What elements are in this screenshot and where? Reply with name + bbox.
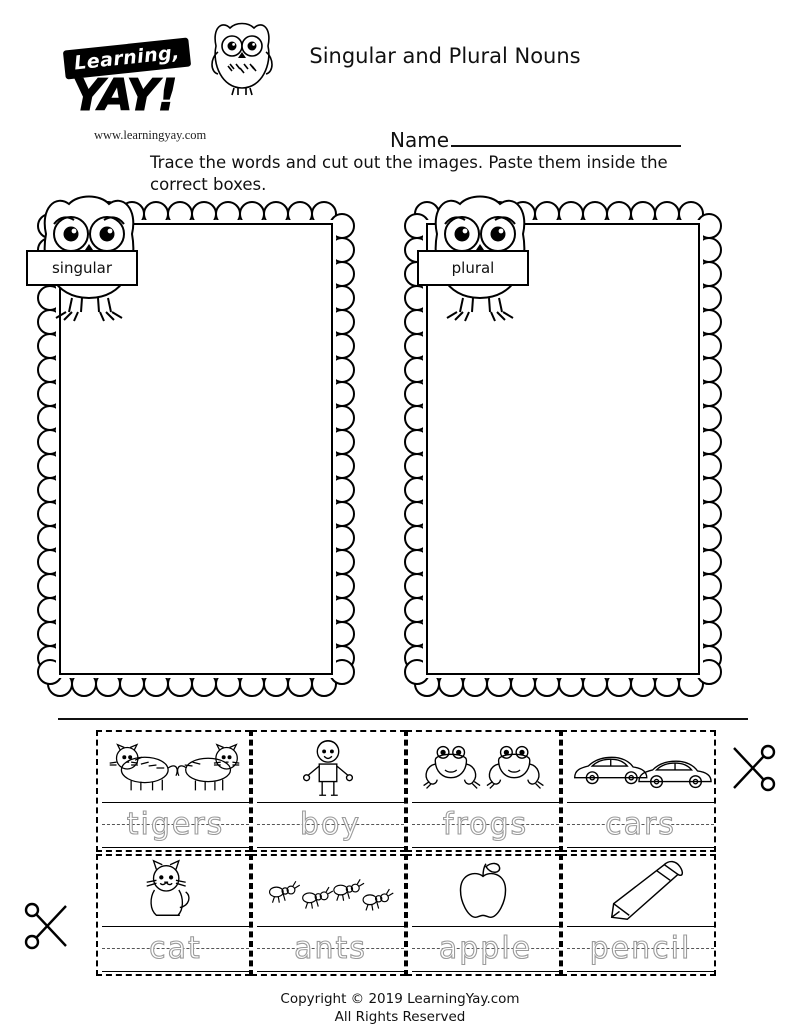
- rule-bottom: [412, 847, 559, 848]
- two-frogs-icon: [408, 734, 559, 800]
- tracing-lines: [412, 926, 559, 974]
- footer: [0, 990, 800, 1026]
- rule-bottom: [102, 847, 249, 848]
- trace-word[interactable]: tigers: [126, 807, 225, 842]
- cutout-row: [96, 730, 716, 852]
- rule-bottom: [567, 847, 714, 848]
- cutout-card-tigers[interactable]: [96, 730, 251, 852]
- singular-owl-tag: [24, 186, 154, 331]
- name-field-row: [390, 128, 681, 152]
- instructions-text: Trace the words and cut out the images. Paste them inside the correct boxes.: [150, 153, 668, 194]
- singular-sign-label: singular: [51, 259, 113, 277]
- cutout-card-pencil[interactable]: [561, 854, 716, 976]
- logo-url: www.learningyay.com: [94, 128, 207, 142]
- trace-word[interactable]: cars: [605, 807, 676, 842]
- rule-bottom: [257, 971, 404, 972]
- pencil-icon: [563, 858, 714, 924]
- singular-paste-box[interactable]: [36, 200, 356, 698]
- trace-word[interactable]: boy: [299, 807, 362, 842]
- copyright-line: Copyright © 2019 LearningYay.com: [280, 991, 520, 1007]
- section-divider: [58, 718, 748, 720]
- cutout-card-ants[interactable]: [251, 854, 406, 976]
- plural-sign-label: plural: [451, 259, 495, 277]
- logo-learning-text: Learning,: [63, 37, 191, 79]
- trace-word[interactable]: ants: [294, 931, 367, 966]
- rule-bottom: [412, 971, 559, 972]
- trace-word[interactable]: frogs: [442, 807, 529, 842]
- cutout-card-cat[interactable]: [96, 854, 251, 976]
- cutout-row: [96, 854, 716, 976]
- two-cars-icon: [563, 734, 714, 800]
- cutout-card-cars[interactable]: [561, 730, 716, 852]
- rights-line: All Rights Reserved: [334, 1009, 466, 1025]
- tracing-lines: [567, 926, 714, 974]
- name-label: Name: [390, 128, 450, 152]
- scissors-icon: [22, 900, 74, 952]
- page-title: Singular and Plural Nouns: [309, 44, 581, 68]
- site-logo: [58, 18, 278, 143]
- ants-icon: [253, 858, 404, 924]
- two-tigers-icon: [98, 734, 249, 800]
- trace-word[interactable]: cat: [149, 931, 202, 966]
- tracing-lines: [102, 802, 249, 850]
- rule-bottom: [102, 971, 249, 972]
- tracing-lines: [257, 926, 404, 974]
- plural-owl-tag: [415, 186, 545, 331]
- tracing-lines: [257, 802, 404, 850]
- tracing-lines: [412, 802, 559, 850]
- tracing-lines: [102, 926, 249, 974]
- boy-icon: [253, 734, 404, 800]
- cutout-card-boy[interactable]: [251, 730, 406, 852]
- scissors-icon: [726, 742, 778, 794]
- cutout-card-frogs[interactable]: [406, 730, 561, 852]
- cat-icon: [98, 858, 249, 924]
- cutout-grid: [96, 730, 716, 980]
- plural-sign: [417, 250, 529, 286]
- logo-yay-text: YAY!: [72, 70, 177, 121]
- trace-word[interactable]: apple: [438, 931, 533, 966]
- tracing-lines: [567, 802, 714, 850]
- rule-bottom: [567, 971, 714, 972]
- trace-word[interactable]: pencil: [589, 931, 692, 966]
- plural-paste-box[interactable]: [403, 200, 723, 698]
- name-input-line[interactable]: [451, 128, 681, 147]
- rule-bottom: [257, 847, 404, 848]
- cutout-card-apple[interactable]: [406, 854, 561, 976]
- singular-sign: [26, 250, 138, 286]
- apple-icon: [408, 858, 559, 924]
